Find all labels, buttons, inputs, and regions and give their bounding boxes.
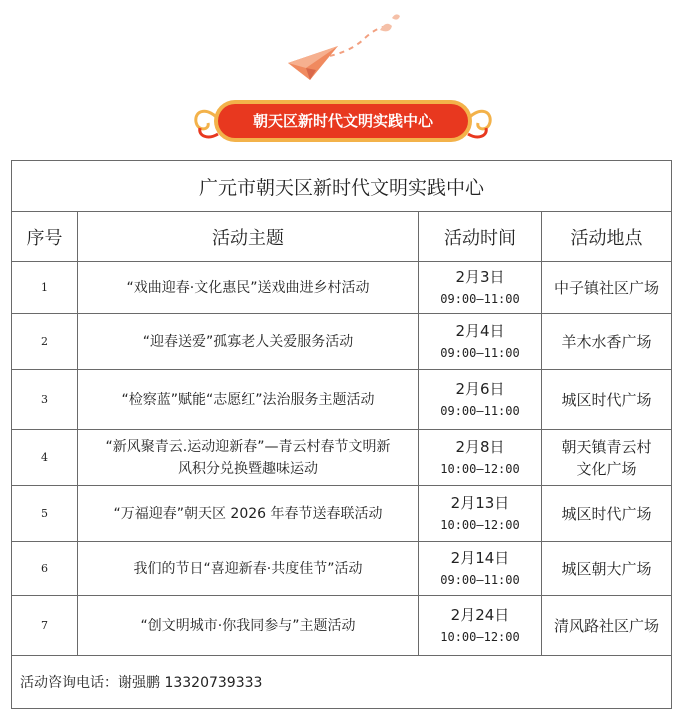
activity-place-line: 城区朝大广场 xyxy=(561,559,652,578)
row-number: 3 xyxy=(12,370,78,430)
activity-theme xyxy=(78,596,419,656)
row-number: 5 xyxy=(12,486,78,542)
activity-hours: 09:00—11:00 xyxy=(440,345,520,360)
activity-place-line: 朝天镇青云村 xyxy=(561,437,652,456)
activity-theme xyxy=(78,542,419,596)
table-row xyxy=(12,596,672,656)
table-footer-row xyxy=(12,656,672,709)
activity-date: 2月3日 xyxy=(455,267,505,286)
header-theme: 活动主题 xyxy=(78,212,419,262)
activity-date: 2月6日 xyxy=(455,379,505,398)
activity-date: 2月8日 xyxy=(455,437,505,456)
activity-theme xyxy=(78,486,419,542)
activity-place xyxy=(542,430,672,486)
activity-theme xyxy=(78,262,419,314)
banner-title: 朝天区新时代文明实践中心 xyxy=(252,112,433,130)
header-place: 活动地点 xyxy=(542,212,672,262)
activity-place xyxy=(542,596,672,656)
table-row xyxy=(12,486,672,542)
row-number: 4 xyxy=(12,430,78,486)
activity-place xyxy=(542,262,672,314)
activity-hours: 10:00—12:00 xyxy=(440,461,520,476)
row-number: 2 xyxy=(12,314,78,370)
activity-time xyxy=(419,262,542,314)
contact-phone: 活动咨询电话：谢强鹏 13320739333 xyxy=(12,656,672,709)
activity-theme-line: “创文明城市·你我同参与”主题活动 xyxy=(140,617,356,634)
activity-theme xyxy=(78,370,419,430)
table-row xyxy=(12,542,672,596)
activity-date: 2月13日 xyxy=(450,493,510,512)
table-row xyxy=(12,430,672,486)
activity-hours: 09:00—11:00 xyxy=(440,291,520,306)
activity-time xyxy=(419,314,542,370)
header-no: 序号 xyxy=(12,212,78,262)
row-number: 6 xyxy=(12,542,78,596)
table-title-row xyxy=(12,161,672,212)
activity-date: 2月14日 xyxy=(450,548,510,567)
paper-plane-icon xyxy=(280,8,420,88)
header-time: 活动时间 xyxy=(419,212,542,262)
activity-hours: 09:00—11:00 xyxy=(440,572,520,587)
activity-date: 2月24日 xyxy=(450,605,510,624)
activity-time xyxy=(419,370,542,430)
table-title: 广元市朝天区新时代文明实践中心 xyxy=(12,161,672,212)
activity-place-line: 中子镇社区广场 xyxy=(554,278,660,297)
activity-theme-line: 我们的节日“喜迎新春·共度佳节”活动 xyxy=(133,560,363,577)
row-number: 1 xyxy=(12,262,78,314)
activity-place xyxy=(542,370,672,430)
activity-place xyxy=(542,314,672,370)
activity-time xyxy=(419,430,542,486)
activity-theme-line: “新风聚青云.运动迎新春”—青云村春节文明新 xyxy=(105,438,391,455)
activity-hours: 09:00—11:00 xyxy=(440,403,520,418)
activity-hours: 10:00—12:00 xyxy=(440,517,520,532)
activity-time xyxy=(419,542,542,596)
activity-time xyxy=(419,596,542,656)
activity-theme-line: “万福迎春”朝天区 2026 年春节送春联活动 xyxy=(113,505,383,522)
activity-place-line: 城区时代广场 xyxy=(561,504,652,523)
table-header-row xyxy=(12,212,672,262)
table-row xyxy=(12,370,672,430)
activity-schedule-table xyxy=(11,160,672,709)
activity-theme-line: 风积分兑换暨趣味运动 xyxy=(178,460,318,477)
activity-place-line: 清风路社区广场 xyxy=(554,616,660,635)
activity-hours: 10:00—12:00 xyxy=(440,629,520,644)
activity-place-line: 羊木水香广场 xyxy=(561,332,652,351)
activity-theme-line: “戏曲迎春·文化惠民”送戏曲进乡村活动 xyxy=(126,279,370,296)
activity-place-line: 文化广场 xyxy=(576,459,637,478)
activity-time xyxy=(419,486,542,542)
table-row xyxy=(12,314,672,370)
activity-theme xyxy=(78,430,419,486)
activity-place xyxy=(542,486,672,542)
table-row xyxy=(12,262,672,314)
activity-theme-line: “检察蓝”赋能“志愿红”法治服务主题活动 xyxy=(121,391,375,408)
title-banner xyxy=(190,96,496,146)
activity-date: 2月4日 xyxy=(455,321,505,340)
row-number: 7 xyxy=(12,596,78,656)
activity-theme xyxy=(78,314,419,370)
activity-place-line: 城区时代广场 xyxy=(561,390,652,409)
activity-place xyxy=(542,542,672,596)
activity-theme-line: “迎春送爱”孤寡老人关爱服务活动 xyxy=(142,333,354,350)
